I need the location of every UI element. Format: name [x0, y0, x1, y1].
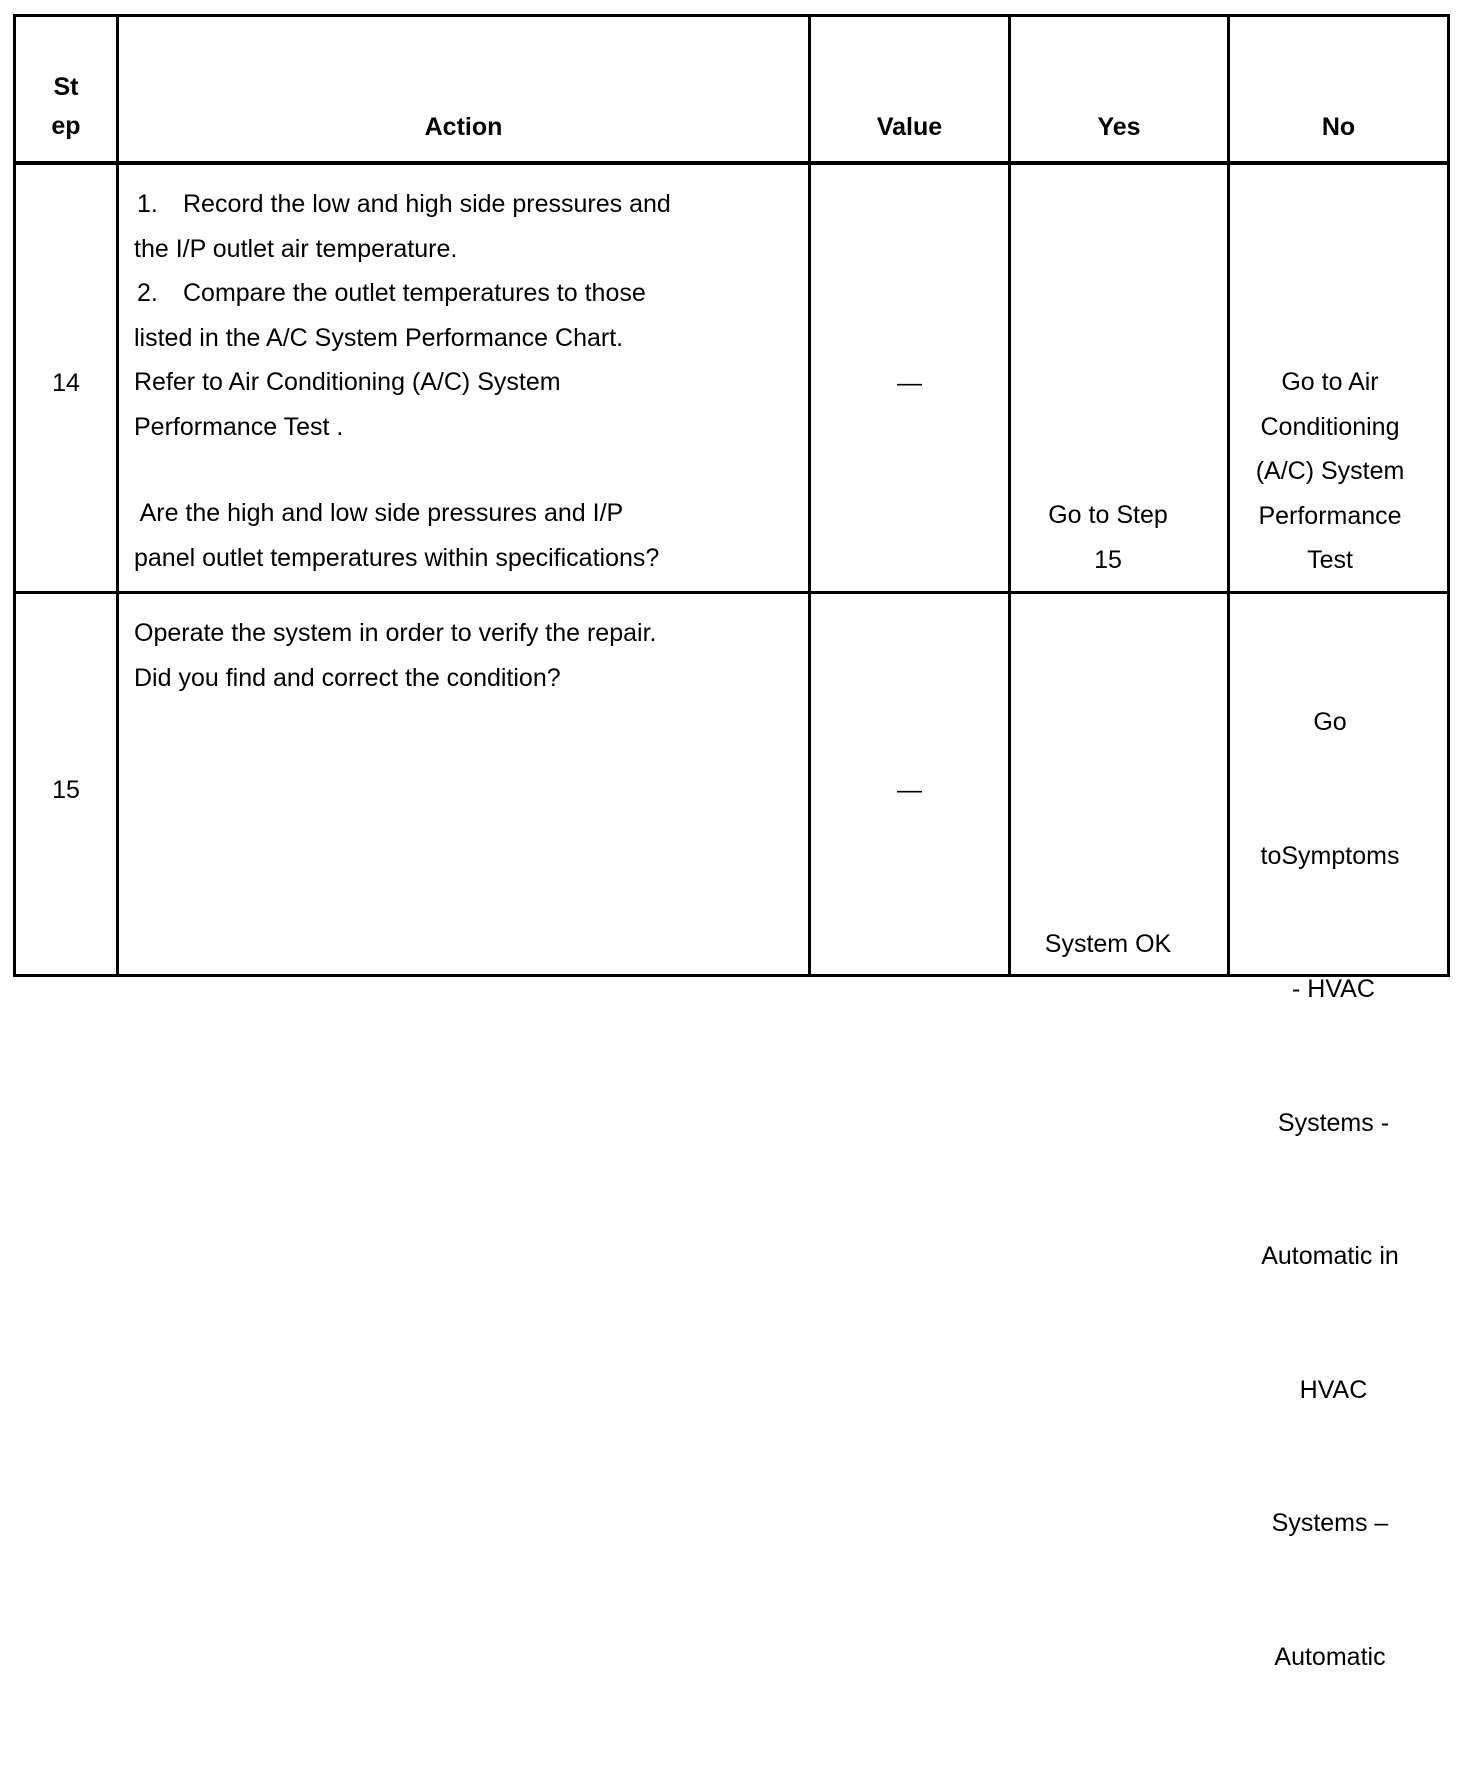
row14-value — [811, 361, 1008, 406]
no-text: Go — [1313, 708, 1347, 736]
no-text: Performance — [1258, 501, 1402, 530]
action-text: Refer to Air Conditioning (A/C) System — [134, 368, 561, 396]
question-text: panel outlet temperatures within specifications? — [134, 543, 660, 572]
header-step-line1: St — [53, 73, 79, 101]
action-text: Operate the system in order to verify the repair. — [134, 619, 657, 647]
action-text: Compare the outlet temperatures to those — [183, 279, 646, 307]
row14-step — [16, 361, 116, 406]
header-action-label: Action — [424, 113, 503, 141]
header-value — [811, 17, 1008, 161]
action-text: Record the low and high side pressures and — [183, 190, 671, 218]
no-text: - HVAC — [1285, 975, 1375, 1003]
row14-no — [1230, 360, 1430, 583]
no-text: (A/C) System — [1255, 457, 1405, 485]
blank-line — [134, 449, 804, 491]
row15-action — [134, 611, 804, 700]
row-divider — [16, 591, 1447, 594]
no-text: Automatic in — [1261, 1242, 1399, 1270]
no-text: Systems – — [1271, 1509, 1389, 1537]
header-yes-label: Yes — [1097, 113, 1141, 141]
row-divider — [16, 161, 1447, 165]
action-text: the I/P outlet air temperature. — [134, 234, 458, 263]
header-no — [1230, 17, 1447, 161]
step-number: 15 — [52, 776, 80, 804]
yes-text: Go to Step — [1048, 501, 1168, 529]
diagnostic-table — [13, 14, 1450, 1671]
action-item-2 — [134, 271, 804, 316]
header-no-label: No — [1321, 113, 1356, 141]
item-number: 1. — [137, 190, 158, 218]
yes-text: System OK — [1044, 930, 1172, 958]
action-item-1 — [134, 182, 804, 227]
header-action — [119, 17, 808, 161]
header-yes — [1011, 17, 1227, 161]
row15-value — [811, 768, 1008, 813]
row14-yes — [1011, 493, 1205, 582]
question-text: Did you find and correct the condition? — [134, 663, 561, 692]
row15-no — [1230, 611, 1430, 1768]
item-number: 2. — [137, 279, 158, 307]
row15-step — [16, 768, 116, 813]
value-dash: — — [897, 776, 922, 804]
no-text: Test — [1307, 546, 1353, 574]
header-step — [16, 17, 116, 161]
no-text: Automatic — [1274, 1642, 1386, 1671]
header-step-line2: ep — [51, 112, 81, 140]
no-text: Conditioning — [1260, 412, 1400, 441]
action-text: Performance Test . — [134, 412, 344, 441]
yes-text: 15 — [1094, 545, 1122, 574]
action-text: listed in the A/C System Performance Chart. — [134, 323, 624, 352]
row15-yes — [1011, 922, 1205, 967]
question-text: Are the high and low side pressures and I/P — [134, 499, 624, 527]
no-text: Go to Air — [1281, 368, 1379, 396]
row14-action — [134, 182, 804, 580]
step-number: 14 — [52, 369, 80, 397]
no-text: toSymptoms — [1260, 841, 1400, 870]
value-dash: — — [897, 369, 922, 397]
no-text: HVAC — [1292, 1375, 1368, 1404]
header-value-label: Value — [876, 113, 943, 141]
no-text: Systems - — [1270, 1108, 1390, 1137]
